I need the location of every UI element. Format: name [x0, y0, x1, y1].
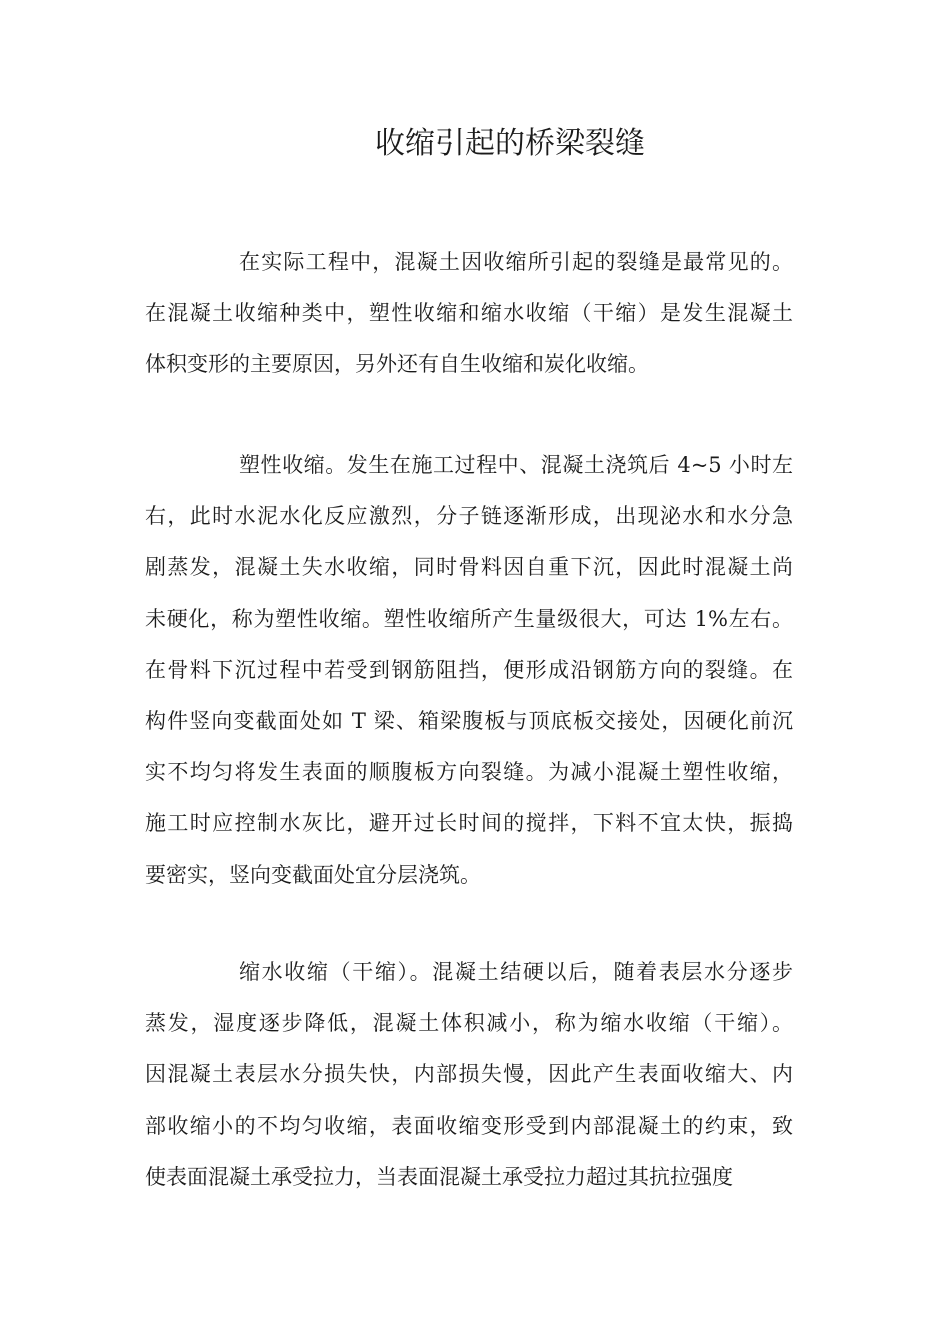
- text-line: 实不均匀将发生表面的顺腹板方向裂缝。为减小混凝土塑性收缩，: [145, 760, 793, 785]
- document-title: 收缩引起的桥梁裂缝: [375, 126, 645, 161]
- text-line: 在实际工程中，混凝土因收缩所引起的裂缝是最常见的。: [239, 250, 793, 274]
- text-line: 因混凝土表层水分损失快，内部损失慢，因此产生表面收缩大、内: [145, 1062, 793, 1087]
- text-line: 使表面混凝土承受拉力，当表面混凝土承受拉力超过其抗拉强度: [145, 1164, 733, 1189]
- text-line: 右，此时水泥水化反应激烈，分子链逐渐形成，出现泌水和水分急: [145, 504, 793, 529]
- text-line: 剧蒸发，混凝土失水收缩，同时骨料因自重下沉，因此时混凝土尚: [145, 555, 793, 580]
- text-line: 构件竖向变截面处如 T 梁、箱梁腹板与顶底板交接处，因硬化前沉: [145, 708, 793, 733]
- text-line: 蒸发，湿度逐步降低，混凝土体积减小，称为缩水收缩（干缩）。: [145, 1011, 793, 1036]
- text-line: 要密实，竖向变截面处宜分层浇筑。: [145, 862, 481, 887]
- text-line: 塑性收缩。发生在施工过程中、混凝土浇筑后 4~5 小时左: [239, 453, 793, 477]
- text-line: 缩水收缩（干缩）。混凝土结硬以后，随着表层水分逐步: [239, 960, 793, 984]
- text-line: 体积变形的主要原因，另外还有自生收缩和炭化收缩。: [145, 352, 649, 377]
- text-line: 在混凝土收缩种类中，塑性收缩和缩水收缩（干缩）是发生混凝土: [145, 301, 793, 326]
- paragraph-2: [145, 440, 793, 901]
- paragraph-1: [145, 237, 793, 391]
- text-line: 施工时应控制水灰比，避开过长时间的搅拌，下料不宜太快，振捣: [145, 811, 793, 836]
- text-line: 在骨料下沉过程中若受到钢筋阻挡，便形成沿钢筋方向的裂缝。在: [145, 657, 793, 682]
- text-line: 部收缩小的不均匀收缩，表面收缩变形受到内部混凝土的约束，致: [145, 1113, 793, 1138]
- paragraph-3: [145, 947, 793, 1203]
- text-line: 未硬化，称为塑性收缩。塑性收缩所产生量级很大，可达 1%左右。: [145, 606, 793, 631]
